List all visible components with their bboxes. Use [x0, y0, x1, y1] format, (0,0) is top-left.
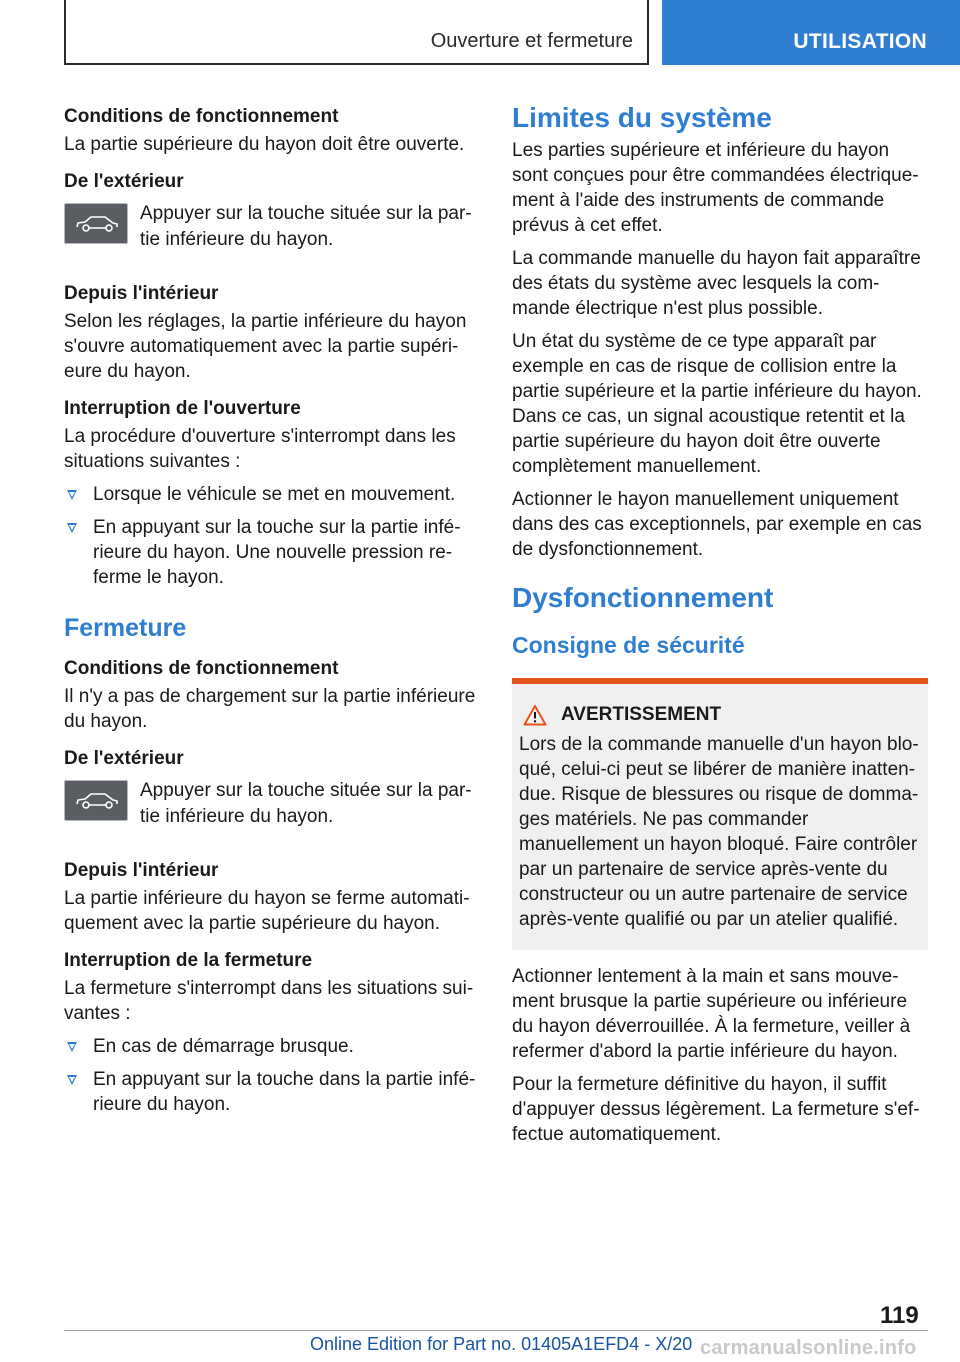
page-number: 119: [880, 1302, 919, 1329]
warning-box: [512, 678, 928, 950]
header-chapter-title: UTILISATION: [793, 30, 927, 53]
subheading-interruption-opening: Interruption de l'ouverture: [64, 398, 301, 419]
subheading-exterior-closing: De l'extérieur: [64, 748, 184, 769]
subheading-interior-closing: Depuis l'intérieur: [64, 860, 219, 881]
list-item: En appuyant sur la touche dans la partie infé-rieure du hayon.: [64, 1067, 476, 1117]
text-limits-2: La commande manuelle du hayon fait apparaître des états du système avec lesquels la com-mande électrique n'est plus possible.: [512, 248, 921, 319]
bullet-triangle-icon: [67, 1075, 77, 1085]
list-interruption-closing: [64, 1034, 476, 1117]
list-item: En appuyant sur la touche sur la partie infé-rieure du hayon. Une nouvelle pression re-ferme le hayon.: [64, 515, 476, 590]
subheading-exterior-opening: De l'extérieur: [64, 171, 184, 192]
text-limits-4: Actionner le hayon manuellement uniquement dans des cas exceptionnels, par exemple en cas de dysfonctionnement.: [512, 489, 922, 560]
header-section-box: [64, 0, 649, 65]
bullet-triangle-icon: [67, 1042, 77, 1052]
button-instruction-closing: [64, 778, 476, 846]
header-chapter-tab: [662, 0, 960, 65]
warning-title: AVERTISSEMENT: [561, 704, 722, 725]
bullet-triangle-icon: [67, 523, 77, 533]
text-interruption-closing: La fermeture s'interrompt dans les situations sui-vantes :: [64, 978, 474, 1024]
text-interruption-opening: La procédure d'ouverture s'interrompt dans les situations suivantes :: [64, 426, 456, 472]
list-item: Lorsque le véhicule se met en mouvement.: [64, 482, 476, 507]
right-column: [512, 100, 928, 1147]
footer-edition-text: Online Edition for Part no. 01405A1EFD4 - X/20: [310, 1334, 693, 1354]
text-limits-1: Les parties supérieure et inférieure du hayon sont conçues pour être commandées électrique-ment à l'aide des instruments de commande prévus à cet effet.: [512, 140, 919, 236]
subheading-conditions-closing: Conditions de fonctionnement: [64, 658, 339, 679]
heading-malfunction: Dysfonctionnement: [512, 582, 774, 613]
bullet-triangle-icon: [67, 490, 77, 500]
header-section-title: Ouverture et fermeture: [430, 30, 633, 52]
footer-divider: [64, 1330, 928, 1331]
text-limits-3: Un état du système de ce type apparaît par exemple en cas de risque de collision entre la partie supérieure et la partie inférieure du hayon. Dans ce cas, un signal acoustique retentit et la partie supérieure du hayon doit être ouverte complètement manuellement.: [512, 331, 922, 477]
text-conditions-opening: La partie supérieure du hayon doit être ouverte.: [64, 134, 465, 155]
tailgate-button-icon: [64, 203, 128, 244]
text-exterior-opening: Appuyer sur la touche située sur la par-tie inférieure du hayon.: [140, 203, 472, 250]
left-column: [64, 100, 476, 1125]
heading-system-limits: Limites du système: [512, 102, 772, 133]
tailgate-button-icon: [64, 780, 128, 821]
heading-safety-note: Consigne de sécurité: [512, 632, 745, 658]
text-interior-closing: La partie inférieure du hayon se ferme automati-quement avec la partie supérieure du hayon.: [64, 888, 470, 934]
button-instruction-opening: [64, 201, 476, 269]
heading-fermeture: Fermeture: [64, 614, 187, 642]
text-interior-opening: Selon les réglages, la partie inférieure du hayon s'ouvre automatiquement avec la partie supéri-eure du hayon.: [64, 311, 467, 382]
warning-triangle-icon: [523, 704, 547, 726]
text-conditions-closing: Il n'y a pas de chargement sur la partie inférieure du hayon.: [64, 686, 476, 732]
subheading-interior-opening: Depuis l'intérieur: [64, 283, 219, 304]
subheading-interruption-closing: Interruption de la fermeture: [64, 950, 313, 971]
text-after-warning-2: Pour la fermeture définitive du hayon, il suffit d'appuyer dessus légèrement. La fermeture s'ef-fectue automatiquement.: [512, 1074, 920, 1145]
list-item: En cas de démarrage brusque.: [64, 1034, 476, 1059]
text-after-warning-1: Actionner lentement à la main et sans mouve-ment brusque la partie supérieure ou inférieure du hayon déverrouillée. À la fermeture, veiller à refermer d'abord la partie inférieure du hayon.: [512, 966, 911, 1062]
watermark: carmanualsonline.info: [700, 1337, 917, 1359]
subheading-conditions-opening: Conditions de fonctionnement: [64, 106, 339, 127]
text-exterior-closing: Appuyer sur la touche située sur la par-tie inférieure du hayon.: [140, 780, 472, 827]
warning-header: [523, 704, 920, 726]
warning-text: Lors de la commande manuelle d'un hayon blo-qué, celui-ci peut se libérer de manière inatten-due. Risque de blessures ou risque de domma-ges matériels. Ne pas commander manuellement un hayon bloqué. Faire contrôler par un partenaire de service après-vente du constructeur ou un autre partenaire de service après-vente qualifié ou par un atelier qualifié.: [519, 734, 919, 930]
list-interruption-opening: [64, 482, 476, 590]
